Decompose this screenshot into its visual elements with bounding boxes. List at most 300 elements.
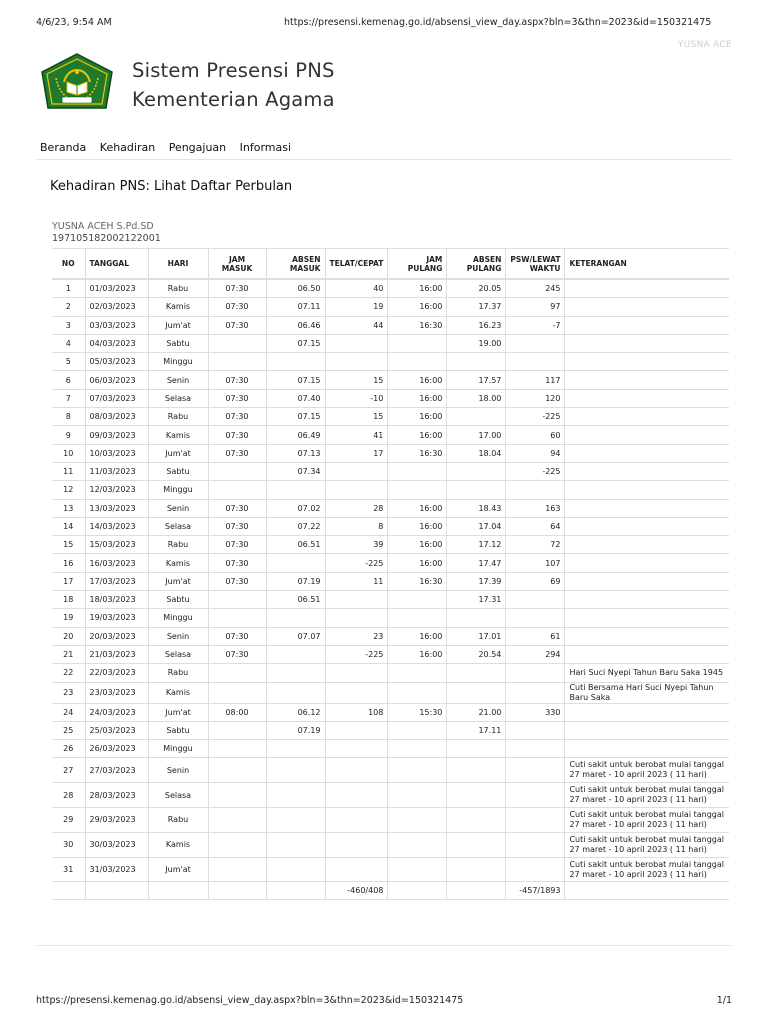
cell-absen-pulang [447,609,506,627]
cell-no: 4 [52,334,85,352]
cell-hari: Minggu [148,481,208,499]
cell-no: 18 [52,591,85,609]
cell-no: 28 [52,783,85,808]
cell-no: 15 [52,536,85,554]
cell-jam-masuk: 07:30 [208,316,266,334]
cell-absen-pulang: 17.01 [447,627,506,645]
cell-hari: Senin [148,627,208,645]
nav-divider [36,159,732,160]
cell-absen-masuk: 07.15 [266,408,325,426]
cell-hari: Kamis [148,298,208,316]
cell-psw-lewat [506,783,565,808]
cell-jam-pulang: 15:30 [388,703,447,721]
cell-keterangan [565,721,729,739]
cell-absen-pulang: 17.00 [447,426,506,444]
cell-jam-pulang: 16:00 [388,536,447,554]
col-header-jam-masuk: JAM MASUK [208,249,266,280]
table-row [52,408,729,426]
cell-psw-lewat: 72 [506,536,565,554]
cell-absen-pulang [447,740,506,758]
page-title: Kehadiran PNS: Lihat Daftar Perbulan [50,179,293,194]
col-header-absen-pulang: ABSEN PULANG [447,249,506,280]
cell-no: 27 [52,758,85,783]
print-header [36,17,732,31]
cell-keterangan [565,645,729,663]
cell-keterangan: Hari Suci Nyepi Tahun Baru Saka 1945 [565,664,729,682]
col-header-psw-lewat: PSW/LEWAT WAKTU [506,249,565,280]
cell-jam-masuk: 07:30 [208,572,266,590]
cell-psw-lewat: 120 [506,389,565,407]
cell-no: 16 [52,554,85,572]
cell-tanggal: 29/03/2023 [85,808,148,833]
cell-hari: Senin [148,499,208,517]
table-row [52,857,729,882]
cell-psw-lewat [506,721,565,739]
cell-telat-cepat [325,721,388,739]
cell-absen-masuk [266,664,325,682]
cell-telat-cepat [325,353,388,371]
table-row [52,462,729,480]
nav-item-kehadiran[interactable]: Kehadiran [99,141,156,154]
cell-telat-cepat: 41 [325,426,388,444]
table-row [52,389,729,407]
total-cell-empty [388,882,447,900]
total-psw-lewat: -457/1893 [506,882,565,900]
cell-keterangan: Cuti sakit untuk berobat mulai tanggal 27 maret - 10 april 2023 ( 11 hari) [565,832,729,857]
attendance-table [52,248,729,900]
cell-psw-lewat: 330 [506,703,565,721]
cell-jam-pulang [388,783,447,808]
cell-keterangan [565,740,729,758]
cell-jam-masuk: 07:30 [208,536,266,554]
cell-no: 21 [52,645,85,663]
total-cell-empty [85,882,148,900]
cell-absen-masuk: 06.51 [266,591,325,609]
cell-tanggal: 12/03/2023 [85,481,148,499]
cell-jam-pulang: 16:00 [388,627,447,645]
cell-telat-cepat [325,609,388,627]
cell-jam-masuk: 08:00 [208,703,266,721]
cell-hari: Jum'at [148,444,208,462]
cell-telat-cepat [325,783,388,808]
cell-no: 26 [52,740,85,758]
cell-tanggal: 19/03/2023 [85,609,148,627]
cell-telat-cepat: 15 [325,371,388,389]
cell-psw-lewat: 69 [506,572,565,590]
cell-tanggal: 16/03/2023 [85,554,148,572]
cell-absen-pulang: 19.00 [447,334,506,352]
cell-no: 7 [52,389,85,407]
table-row [52,682,729,703]
cell-psw-lewat: 94 [506,444,565,462]
cell-jam-pulang: 16:30 [388,316,447,334]
cell-absen-pulang [447,682,506,703]
cell-hari: Kamis [148,832,208,857]
cell-psw-lewat: -225 [506,462,565,480]
cell-no: 6 [52,371,85,389]
cell-absen-pulang: 17.04 [447,517,506,535]
cell-jam-pulang [388,591,447,609]
col-header-absen-masuk: ABSEN MASUK [266,249,325,280]
cell-jam-pulang [388,664,447,682]
cell-no: 11 [52,462,85,480]
print-url: https://presensi.kemenag.go.id/absensi_view_day.aspx?bln=3&thn=2023&id=150321475 [284,17,712,28]
cell-hari: Sabtu [148,721,208,739]
cell-no: 20 [52,627,85,645]
cell-no: 1 [52,279,85,298]
cell-jam-masuk [208,721,266,739]
cell-absen-pulang: 17.47 [447,554,506,572]
cell-jam-masuk: 07:30 [208,554,266,572]
cell-absen-masuk: 07.34 [266,462,325,480]
cell-keterangan: Cuti Bersama Hari Suci Nyepi Tahun Baru Saka [565,682,729,703]
main-nav [40,141,301,154]
cell-hari: Kamis [148,554,208,572]
cell-hari: Minggu [148,353,208,371]
print-datetime: 4/6/23, 9:54 AM [36,17,112,28]
table-row [52,591,729,609]
cell-psw-lewat: 64 [506,517,565,535]
cell-telat-cepat [325,481,388,499]
cell-absen-pulang [447,857,506,882]
cell-absen-pulang: 20.54 [447,645,506,663]
cell-hari: Selasa [148,645,208,663]
cell-psw-lewat: 163 [506,499,565,517]
cell-keterangan [565,481,729,499]
cell-telat-cepat: 23 [325,627,388,645]
table-row [52,703,729,721]
cell-keterangan [565,316,729,334]
table-row [52,481,729,499]
cell-absen-masuk [266,609,325,627]
cell-absen-pulang: 18.00 [447,389,506,407]
cell-jam-masuk: 07:30 [208,645,266,663]
cell-absen-pulang: 17.39 [447,572,506,590]
cell-keterangan [565,353,729,371]
cell-jam-masuk [208,832,266,857]
table-row [52,740,729,758]
table-row [52,499,729,517]
cell-hari: Selasa [148,783,208,808]
col-header-hari: HARI [148,249,208,280]
cell-psw-lewat [506,591,565,609]
cell-jam-pulang [388,481,447,499]
cell-jam-masuk [208,808,266,833]
cell-psw-lewat: -225 [506,408,565,426]
cell-hari: Rabu [148,536,208,554]
nav-item-beranda[interactable]: Beranda [40,141,87,154]
cell-absen-masuk [266,554,325,572]
nav-item-pengajuan[interactable]: Pengajuan [168,141,227,154]
cell-psw-lewat [506,664,565,682]
cell-absen-pulang [447,783,506,808]
total-cell-empty [266,882,325,900]
total-cell-empty [52,882,85,900]
cell-absen-pulang: 17.37 [447,298,506,316]
cell-telat-cepat [325,462,388,480]
cell-telat-cepat [325,740,388,758]
cell-keterangan [565,609,729,627]
cell-hari: Sabtu [148,591,208,609]
table-row [52,808,729,833]
print-page-number: 1/1 [716,995,732,1006]
cell-no: 3 [52,316,85,334]
cell-jam-pulang [388,857,447,882]
cell-absen-masuk: 06.49 [266,426,325,444]
cell-keterangan: Cuti sakit untuk berobat mulai tanggal 27 maret - 10 april 2023 ( 11 hari) [565,808,729,833]
cell-keterangan: Cuti sakit untuk berobat mulai tanggal 27 maret - 10 april 2023 ( 11 hari) [565,783,729,808]
cell-jam-masuk [208,591,266,609]
cell-jam-masuk [208,664,266,682]
cell-absen-pulang: 21.00 [447,703,506,721]
cell-tanggal: 23/03/2023 [85,682,148,703]
cell-absen-masuk [266,758,325,783]
cell-tanggal: 27/03/2023 [85,758,148,783]
cell-psw-lewat: 61 [506,627,565,645]
col-header-jam-pulang: JAM PULANG [388,249,447,280]
cell-psw-lewat [506,353,565,371]
cell-absen-pulang [447,408,506,426]
cell-tanggal: 15/03/2023 [85,536,148,554]
cell-telat-cepat: 28 [325,499,388,517]
table-row [52,627,729,645]
cell-keterangan [565,591,729,609]
cell-jam-pulang [388,832,447,857]
cell-absen-masuk: 07.11 [266,298,325,316]
cell-keterangan [565,554,729,572]
cell-absen-pulang [447,481,506,499]
cell-hari: Jum'at [148,572,208,590]
cell-tanggal: 17/03/2023 [85,572,148,590]
cell-jam-pulang: 16:30 [388,444,447,462]
total-cell-empty [208,882,266,900]
col-header-tanggal: TANGGAL [85,249,148,280]
cell-hari: Rabu [148,808,208,833]
cell-telat-cepat: 8 [325,517,388,535]
cell-keterangan [565,499,729,517]
cell-absen-masuk: 07.15 [266,371,325,389]
cell-telat-cepat [325,758,388,783]
cell-hari: Rabu [148,664,208,682]
cell-tanggal: 26/03/2023 [85,740,148,758]
cell-jam-masuk [208,462,266,480]
cell-jam-masuk [208,609,266,627]
cell-absen-masuk: 07.02 [266,499,325,517]
table-row [52,572,729,590]
cell-absen-pulang: 17.11 [447,721,506,739]
cell-jam-pulang [388,462,447,480]
cell-psw-lewat: 97 [506,298,565,316]
cell-absen-pulang [447,808,506,833]
total-cell-empty [447,882,506,900]
cell-hari: Kamis [148,682,208,703]
cell-keterangan [565,334,729,352]
nav-item-informasi[interactable]: Informasi [239,141,292,154]
cell-hari: Minggu [148,740,208,758]
cell-absen-pulang [447,353,506,371]
cell-psw-lewat [506,758,565,783]
cell-absen-masuk: 07.19 [266,721,325,739]
cell-absen-pulang: 17.31 [447,591,506,609]
cell-jam-masuk: 07:30 [208,408,266,426]
cell-jam-masuk [208,353,266,371]
cell-no: 25 [52,721,85,739]
cell-no: 9 [52,426,85,444]
cell-jam-pulang: 16:00 [388,554,447,572]
cell-jam-pulang [388,740,447,758]
cell-jam-pulang: 16:00 [388,371,447,389]
cell-telat-cepat: 19 [325,298,388,316]
user-name-corner[interactable]: YUSNA ACE [677,40,732,50]
table-row [52,758,729,783]
cell-tanggal: 11/03/2023 [85,462,148,480]
table-total-row [52,882,729,900]
cell-psw-lewat: 107 [506,554,565,572]
cell-absen-pulang: 16.23 [447,316,506,334]
cell-jam-pulang [388,682,447,703]
table-row [52,721,729,739]
cell-telat-cepat: -10 [325,389,388,407]
cell-keterangan [565,627,729,645]
cell-absen-masuk [266,353,325,371]
cell-jam-masuk: 07:30 [208,517,266,535]
cell-hari: Selasa [148,517,208,535]
cell-no: 23 [52,682,85,703]
cell-tanggal: 06/03/2023 [85,371,148,389]
cell-absen-masuk: 06.51 [266,536,325,554]
cell-hari: Selasa [148,389,208,407]
cell-hari: Senin [148,758,208,783]
cell-keterangan [565,572,729,590]
cell-jam-masuk: 07:30 [208,389,266,407]
cell-psw-lewat [506,609,565,627]
cell-jam-masuk: 07:30 [208,371,266,389]
cell-tanggal: 30/03/2023 [85,832,148,857]
cell-hari: Jum'at [148,703,208,721]
cell-absen-pulang: 18.43 [447,499,506,517]
cell-psw-lewat: 117 [506,371,565,389]
footer-divider [36,945,732,946]
app-title [132,56,335,114]
cell-tanggal: 08/03/2023 [85,408,148,426]
cell-jam-masuk: 07:30 [208,627,266,645]
cell-absen-pulang: 17.57 [447,371,506,389]
table-row [52,517,729,535]
cell-hari: Minggu [148,609,208,627]
cell-keterangan [565,279,729,298]
cell-psw-lewat [506,334,565,352]
app-title-line2: Kementerian Agama [132,88,335,111]
cell-tanggal: 22/03/2023 [85,664,148,682]
cell-absen-pulang [447,758,506,783]
cell-tanggal: 05/03/2023 [85,353,148,371]
cell-hari: Rabu [148,279,208,298]
table-row [52,334,729,352]
cell-no: 31 [52,857,85,882]
cell-psw-lewat [506,832,565,857]
cell-absen-masuk: 07.40 [266,389,325,407]
cell-jam-masuk [208,481,266,499]
cell-absen-masuk [266,481,325,499]
cell-jam-masuk: 07:30 [208,298,266,316]
cell-telat-cepat: -225 [325,645,388,663]
cell-psw-lewat: 245 [506,279,565,298]
cell-telat-cepat: -225 [325,554,388,572]
cell-tanggal: 28/03/2023 [85,783,148,808]
cell-telat-cepat [325,682,388,703]
cell-absen-masuk: 06.12 [266,703,325,721]
cell-jam-masuk [208,334,266,352]
total-cell-empty [148,882,208,900]
cell-telat-cepat: 39 [325,536,388,554]
app-title-line1: Sistem Presensi PNS [132,59,335,82]
cell-no: 22 [52,664,85,682]
table-row [52,316,729,334]
cell-no: 8 [52,408,85,426]
cell-hari: Sabtu [148,334,208,352]
cell-tanggal: 02/03/2023 [85,298,148,316]
table-row [52,609,729,627]
cell-telat-cepat [325,832,388,857]
table-row [52,554,729,572]
cell-tanggal: 18/03/2023 [85,591,148,609]
table-row [52,664,729,682]
cell-no: 12 [52,481,85,499]
cell-psw-lewat [506,808,565,833]
cell-absen-masuk: 06.46 [266,316,325,334]
cell-psw-lewat: 60 [506,426,565,444]
cell-psw-lewat [506,740,565,758]
cell-jam-masuk [208,783,266,808]
cell-absen-masuk [266,682,325,703]
cell-jam-pulang: 16:00 [388,426,447,444]
table-row [52,298,729,316]
cell-hari: Sabtu [148,462,208,480]
employee-nip: 197105182002122001 [52,233,161,244]
cell-psw-lewat [506,682,565,703]
cell-psw-lewat [506,857,565,882]
cell-jam-masuk [208,857,266,882]
cell-keterangan [565,371,729,389]
cell-absen-masuk [266,645,325,663]
cell-jam-pulang: 16:00 [388,645,447,663]
cell-absen-masuk [266,808,325,833]
col-header-no: NO [52,249,85,280]
cell-jam-masuk: 07:30 [208,279,266,298]
cell-telat-cepat [325,334,388,352]
cell-absen-pulang: 17.12 [447,536,506,554]
cell-keterangan [565,426,729,444]
cell-absen-masuk: 07.22 [266,517,325,535]
cell-absen-masuk: 07.19 [266,572,325,590]
table-header-row [52,249,729,280]
cell-hari: Jum'at [148,316,208,334]
cell-absen-pulang: 18.04 [447,444,506,462]
cell-telat-cepat [325,664,388,682]
kemenag-logo [38,52,116,116]
cell-jam-masuk [208,758,266,783]
table-row [52,426,729,444]
cell-hari: Rabu [148,408,208,426]
cell-jam-pulang [388,721,447,739]
cell-hari: Kamis [148,426,208,444]
cell-jam-masuk: 07:30 [208,426,266,444]
table-row [52,279,729,298]
cell-psw-lewat: 294 [506,645,565,663]
cell-jam-pulang [388,609,447,627]
cell-absen-pulang [447,664,506,682]
cell-jam-pulang [388,353,447,371]
